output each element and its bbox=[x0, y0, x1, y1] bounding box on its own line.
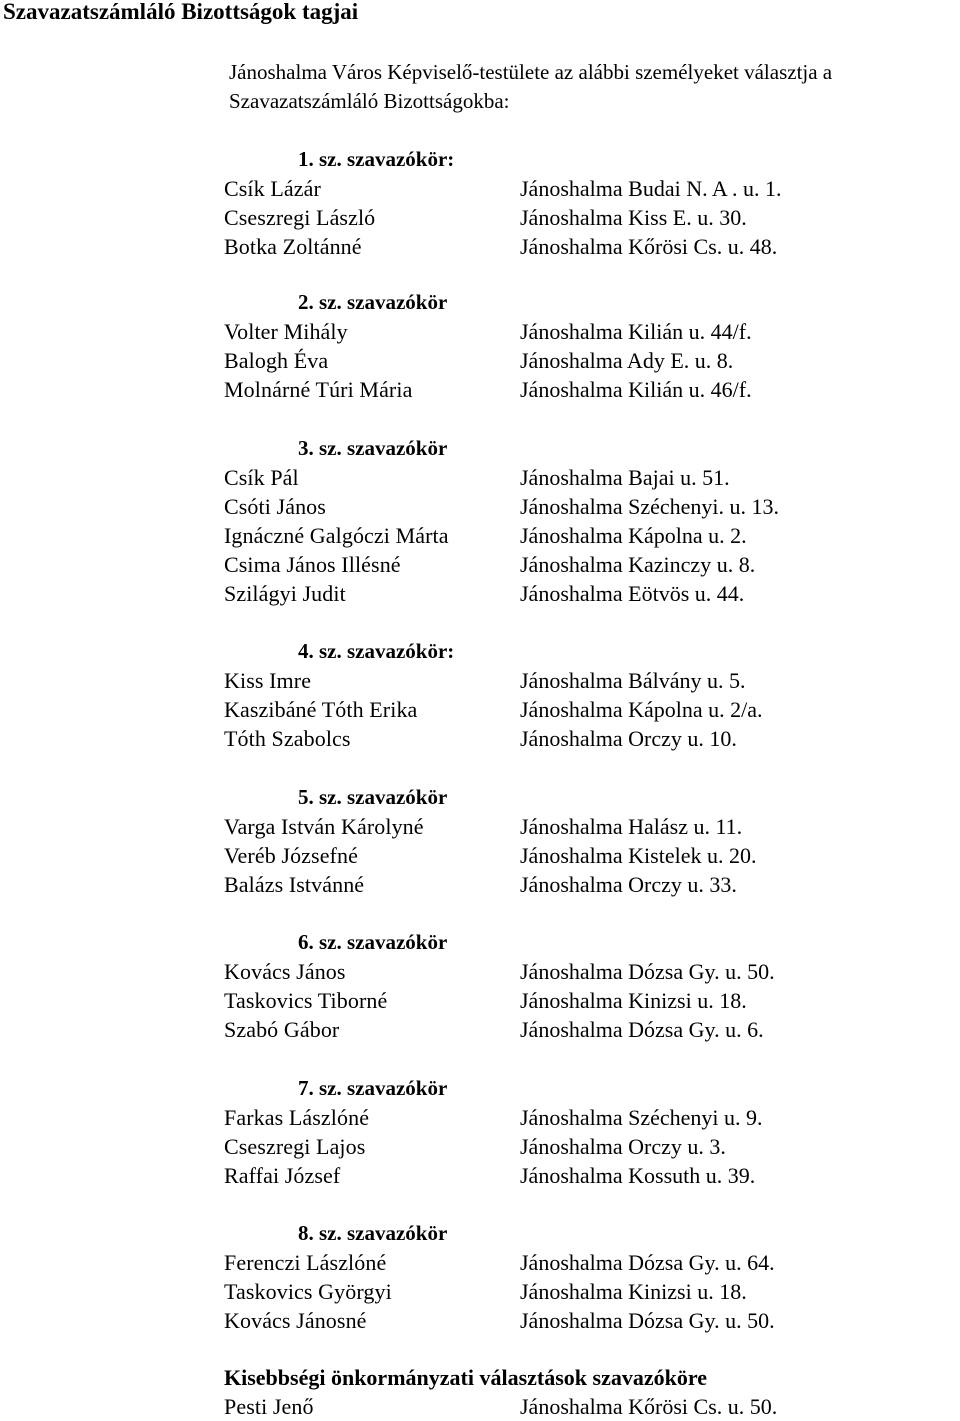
section-3 bbox=[224, 434, 960, 608]
member-row bbox=[224, 841, 960, 870]
member-name: Taskovics Tiborné bbox=[224, 988, 388, 1014]
member-row bbox=[224, 579, 960, 608]
member-row bbox=[224, 1277, 960, 1306]
section-heading: 8. sz. szavazókör bbox=[298, 1221, 448, 1245]
section-1 bbox=[224, 145, 960, 261]
member-name: Cseszregi László bbox=[224, 205, 376, 231]
member-name: Balogh Éva bbox=[224, 348, 329, 374]
member-name: Csík Pál bbox=[224, 465, 299, 490]
member-row bbox=[224, 1103, 960, 1132]
member-address: Jánoshalma Kistelek u. 20. bbox=[520, 843, 757, 869]
member-name: Veréb Józsefné bbox=[224, 843, 358, 869]
member-address: Jánoshalma Széchenyi. u. 13. bbox=[520, 494, 780, 520]
member-name: Tóth Szabolcs bbox=[224, 726, 351, 752]
section-heading: 6. sz. szavazókör bbox=[298, 930, 448, 954]
member-name: Kovács Jánosné bbox=[224, 1308, 367, 1334]
member-address: Jánoshalma Dózsa Gy. u. 64. bbox=[520, 1250, 775, 1275]
member-row bbox=[224, 1306, 960, 1335]
section-8 bbox=[224, 1219, 960, 1335]
member-row bbox=[224, 724, 960, 753]
intro-line-1: Jánoshalma Város Képviselő-testülete az alábbi személyeket választja a bbox=[229, 60, 833, 84]
member-address: Jánoshalma Kőrösi Cs. u. 50. bbox=[520, 1394, 778, 1419]
member-row bbox=[224, 317, 960, 346]
member-name: Balázs Istvánné bbox=[224, 872, 365, 898]
section-heading: 7. sz. szavazókör bbox=[298, 1076, 448, 1100]
section-2 bbox=[224, 288, 960, 404]
member-row bbox=[224, 232, 960, 261]
member-name: Ignáczné Galgóczi Márta bbox=[224, 523, 449, 549]
member-name: Taskovics Györgyi bbox=[224, 1279, 392, 1305]
section-heading: 4. sz. szavazókör: bbox=[298, 639, 455, 663]
member-address: Jánoshalma Bajai u. 51. bbox=[520, 465, 730, 490]
member-address: Jánoshalma Orczy u. 3. bbox=[520, 1134, 726, 1160]
section-4 bbox=[224, 637, 960, 753]
member-name: Kiss Imre bbox=[224, 668, 312, 693]
member-address: Jánoshalma Kápolna u. 2. bbox=[520, 523, 747, 549]
member-row bbox=[224, 1392, 960, 1421]
member-row bbox=[224, 1161, 960, 1190]
member-row bbox=[224, 1015, 960, 1044]
member-name: Varga István Károlyné bbox=[224, 814, 424, 839]
member-address: Jánoshalma Bálvány u. 5. bbox=[520, 668, 746, 693]
member-address: Jánoshalma Kossuth u. 39. bbox=[520, 1163, 756, 1189]
intro-line-2: Szavazatszámláló Bizottságokba: bbox=[229, 89, 510, 113]
member-address: Jánoshalma Kinizsi u. 18. bbox=[520, 988, 747, 1014]
member-name: Botka Zoltánné bbox=[224, 234, 362, 260]
member-row bbox=[224, 986, 960, 1015]
section-6 bbox=[224, 928, 960, 1044]
member-row bbox=[224, 1132, 960, 1161]
member-address: Jánoshalma Kazinczy u. 8. bbox=[520, 552, 756, 578]
member-address: Jánoshalma Kőrösi Cs. u. 48. bbox=[520, 234, 778, 260]
member-name: Szabó Gábor bbox=[224, 1017, 340, 1043]
member-name: Molnárné Túri Mária bbox=[224, 377, 413, 403]
minority-heading: Kisebbségi önkormányzati választások szavazóköre bbox=[224, 1365, 707, 1390]
intro-paragraph bbox=[229, 58, 959, 116]
member-name: Csóti János bbox=[224, 494, 326, 520]
member-row bbox=[224, 521, 960, 550]
member-address: Jánoshalma Dózsa Gy. u. 50. bbox=[520, 959, 775, 984]
member-name: Csima János Illésné bbox=[224, 552, 401, 578]
member-address: Jánoshalma Kilián u. 46/f. bbox=[520, 377, 752, 403]
member-address: Jánoshalma Orczy u. 10. bbox=[520, 726, 737, 752]
section-heading: 5. sz. szavazókör bbox=[298, 785, 448, 809]
member-name: Raffai József bbox=[224, 1163, 341, 1189]
member-name: Cseszregi Lajos bbox=[224, 1134, 366, 1160]
section-7 bbox=[224, 1074, 960, 1190]
member-address: Jánoshalma Kilián u. 44/f. bbox=[520, 319, 752, 344]
member-name: Farkas Lászlóné bbox=[224, 1105, 370, 1130]
member-row bbox=[224, 870, 960, 899]
member-name: Volter Mihály bbox=[224, 319, 348, 344]
member-row bbox=[224, 203, 960, 232]
member-name: Kaszibáné Tóth Erika bbox=[224, 697, 418, 723]
member-name: Ferenczi Lászlóné bbox=[224, 1250, 387, 1275]
member-address: Jánoshalma Orczy u. 33. bbox=[520, 872, 737, 898]
member-address: Jánoshalma Budai N. A . u. 1. bbox=[520, 176, 782, 201]
member-address: Jánoshalma Dózsa Gy. u. 50. bbox=[520, 1308, 775, 1334]
member-name: Csík Lázár bbox=[224, 176, 321, 201]
section-5 bbox=[224, 783, 960, 899]
minority-section bbox=[224, 1364, 960, 1421]
member-address: Jánoshalma Széchenyi u. 9. bbox=[520, 1105, 763, 1130]
section-heading: 1. sz. szavazókör: bbox=[298, 147, 455, 171]
member-row bbox=[224, 957, 960, 986]
member-address: Jánoshalma Kápolna u. 2/a. bbox=[520, 697, 763, 723]
member-address: Jánoshalma Kiss E. u. 30. bbox=[520, 205, 747, 231]
section-heading: 2. sz. szavazókör bbox=[298, 290, 448, 314]
member-address: Jánoshalma Halász u. 11. bbox=[520, 814, 743, 839]
member-address: Jánoshalma Dózsa Gy. u. 6. bbox=[520, 1017, 764, 1043]
member-row bbox=[224, 812, 960, 841]
member-row bbox=[224, 1248, 960, 1277]
member-row bbox=[224, 174, 960, 203]
member-row bbox=[224, 666, 960, 695]
member-row bbox=[224, 550, 960, 579]
page-title: Szavazatszámláló Bizottságok tagjai bbox=[3, 0, 359, 24]
member-address: Jánoshalma Kinizsi u. 18. bbox=[520, 1279, 747, 1305]
member-name: Kovács János bbox=[224, 959, 346, 984]
member-row bbox=[224, 492, 960, 521]
member-name: Szilágyi Judit bbox=[224, 581, 346, 607]
member-address: Jánoshalma Eötvös u. 44. bbox=[520, 581, 745, 607]
member-row bbox=[224, 695, 960, 724]
member-row bbox=[224, 375, 960, 404]
section-heading: 3. sz. szavazókör bbox=[298, 436, 448, 460]
member-name: Pesti Jenő bbox=[224, 1394, 314, 1419]
member-address: Jánoshalma Ady E. u. 8. bbox=[520, 348, 734, 374]
member-row bbox=[224, 346, 960, 375]
member-row bbox=[224, 463, 960, 492]
